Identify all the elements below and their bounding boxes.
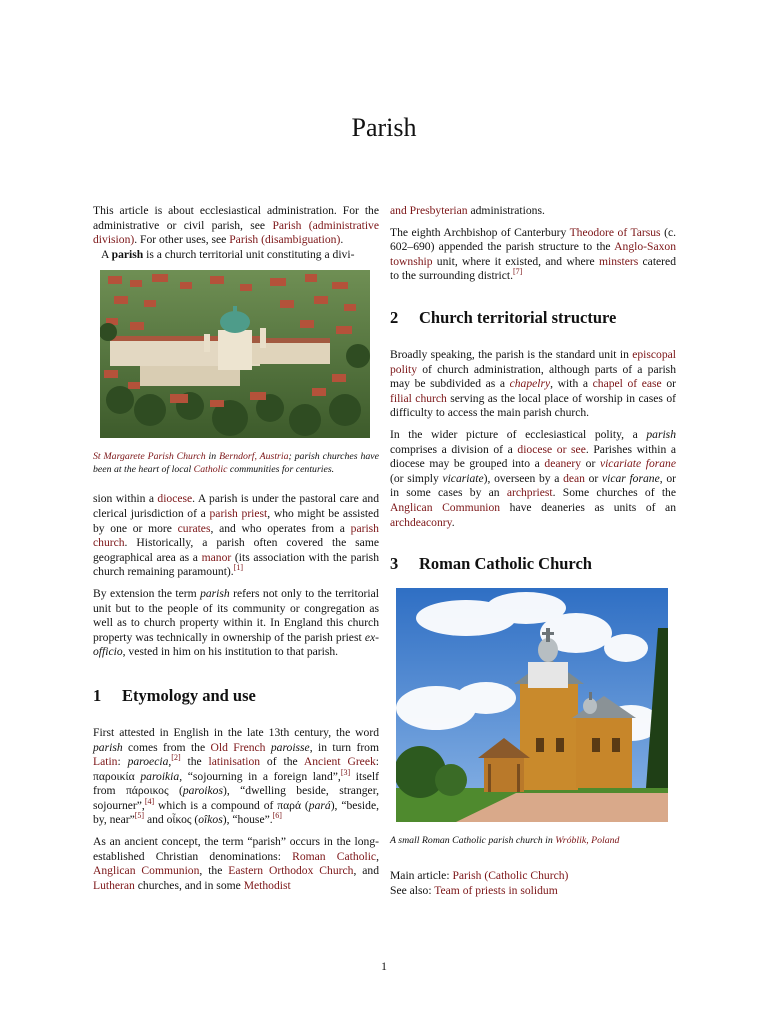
wroblik-church-photo — [396, 588, 668, 822]
link-parish-disambiguation[interactable]: Parish (disambiguation) — [229, 233, 341, 247]
link-diocese[interactable]: diocese — [157, 492, 193, 506]
link-methodist[interactable]: Methodist — [243, 878, 291, 892]
link-roman-catholic[interactable]: Roman Catholic — [292, 849, 377, 863]
link-theodore-of-tarsus[interactable]: Theodore of Tarsus — [569, 225, 661, 239]
para-ancient-concept: As an ancient concept, the term “parish” occurs in the long-established Christian denominations: Roman Catholic, Anglican Communion, the Eastern Orthodox Church, and Lutheran churches, and in some Methodist — [93, 835, 380, 892]
page-number: 1 — [381, 960, 387, 973]
link-dean[interactable]: dean — [563, 471, 585, 485]
link-team-of-priests-in-solidum[interactable]: Team of priests in solidum — [434, 883, 558, 897]
main-article-line: Main article: Parish (Catholic Church) — [390, 869, 569, 883]
para-ancient-concept-continued: and Presbyterian administrations. — [390, 204, 545, 217]
link-archpriest[interactable]: archpriest — [506, 486, 553, 500]
ref-1[interactable]: [1] — [233, 563, 244, 573]
ref-6[interactable]: [6] — [272, 811, 282, 821]
link-old-french[interactable]: Old French — [210, 740, 266, 754]
link-berndorf-austria[interactable]: Berndorf, Austria — [219, 451, 289, 463]
link-wroblik-poland[interactable]: Wróblik, Poland — [555, 835, 620, 847]
link-parish-catholic-church[interactable]: Parish (Catholic Church) — [452, 869, 569, 883]
link-vicariate-forane[interactable]: vicariate forane — [599, 457, 677, 471]
para-theodore: The eighth Archbishop of Canterbury Theodore of Tarsus (c. 602–690) appended the parish structure to the Anglo-Saxon township unit, where it existed, and where minsters catered to the surrounding district.[7] — [390, 225, 676, 283]
link-lutheran[interactable]: Lutheran — [93, 878, 135, 892]
ref-5[interactable]: [5] — [134, 811, 145, 821]
link-parish-administrative-division[interactable]: Parish (administrative division) — [93, 218, 379, 247]
link-latinisation[interactable]: latinisation — [208, 755, 261, 769]
para-wider-picture: In the wider picture of ecclesiastical polity, a parish comprises a division of a diocese or see. Parishes within a diocese may be grouped into a deanery or vicariate forane (or simply vicariate), overseen by a dean or vicar forane, or in some cases by an archpriest. Some churches of the Anglican Communion have deaneries as units of an archdeaconry. — [390, 427, 677, 529]
right-column — [390, 204, 676, 898]
ref-3[interactable]: [3] — [340, 767, 351, 777]
link-curates[interactable]: curates — [177, 521, 211, 535]
link-ancient-greek[interactable]: Ancient Greek — [303, 755, 376, 769]
link-filial-church[interactable]: filial church — [390, 391, 447, 405]
left-column — [93, 204, 379, 900]
link-catholic[interactable]: Catholic — [193, 464, 228, 476]
link-deanery[interactable]: deanery — [544, 457, 582, 471]
link-latin[interactable]: Latin — [93, 755, 118, 769]
section-heading-territorial-structure: 2 Church territorial structure — [390, 307, 617, 327]
link-presbyterian-label[interactable]: Presbyterian — [409, 204, 468, 217]
figure2-caption: A small Roman Catholic parish church in Wróblik, Poland — [390, 835, 620, 847]
link-chapel-of-ease[interactable]: chapel of ease — [592, 377, 662, 391]
link-chapelry[interactable]: chapelry — [509, 377, 551, 391]
link-diocese-or-see[interactable]: diocese or see — [517, 442, 586, 456]
para-extension: By extension the term parish refers not only to the territorial unit but to the people of its community or congregation as well as to church property within it. In England this church property was technically in ownership of the parish priest ex-officio, vested in him on his institution to that parish. — [93, 586, 379, 659]
link-parish-priest[interactable]: parish priest — [209, 506, 268, 520]
page-title: Parish — [351, 113, 417, 142]
para-etymology: First attested in English in the late 13th century, the word parish comes from the Old French paroisse, in turn from Latin: paroecia,[2] the latinisation of the Ancient Greek: παροικία paroikia, “sojourning in a foreign land”,[3] itself from πάροικος (paroikos), “dwelling beside, stranger, sojourner”,[4] which is a compound of παρά (pará), “beside, by, near”[5] and οἶκος (oîkos), “house”.[6] — [93, 725, 380, 827]
link-minsters[interactable]: minsters — [598, 254, 639, 268]
berndorf-aerial-photo — [100, 270, 370, 438]
link-parish-church[interactable]: parish church — [93, 521, 379, 550]
ref-4[interactable]: [4] — [144, 797, 155, 807]
intro-start: A parish is a church territorial unit constituting a divi- — [101, 247, 355, 261]
link-anglican-communion[interactable]: Anglican Communion — [93, 864, 200, 878]
ref-2[interactable]: [2] — [171, 753, 181, 763]
see-also-line: See also: Team of priests in solidum — [390, 883, 558, 897]
link-manor[interactable]: manor — [201, 550, 232, 564]
link-eastern-orthodox-church[interactable]: Eastern Orthodox Church — [228, 864, 354, 878]
para-broadly-speaking: Broadly speaking, the parish is the standard unit in episcopal polity of church administration, although parts of a parish may be subdivided as a chapelry, with a chapel of ease or filial church serving as the local place of worship in cases of difficulty to access the main parish church. — [390, 347, 676, 420]
link-presbyterian[interactable]: and — [390, 204, 410, 217]
section-heading-etymology: 1 Etymology and use — [93, 685, 256, 705]
link-anglo-saxon-township[interactable]: Anglo-Saxon township — [390, 240, 676, 268]
section-heading-roman-catholic: 3 Roman Catholic Church — [390, 554, 592, 574]
hatnote: This article is about ecclesiastical administration. For the administrative or civil parish, see Parish (administrative division). For other uses, see Parish (disambiguation). — [93, 204, 379, 247]
ref-7[interactable]: [7] — [513, 267, 523, 277]
link-st-margarete-parish-church[interactable]: St Margarete Parish Church — [93, 451, 206, 463]
intro-continued: sion within a diocese. A parish is under the pastoral care and clerical jurisdiction of a parish priest, who might be assisted by one or more curates, and who operates from a parish church. Historically, a parish often covered the same geographical area as a manor (its association with the parish church remaining paramount).[1] — [93, 492, 379, 579]
link-archdeaconry[interactable]: archdeaconry — [390, 515, 452, 529]
link-anglican-communion-2[interactable]: Anglican Communion — [390, 500, 501, 514]
link-episcopal-polity[interactable]: episcopal polity — [390, 347, 676, 376]
figure1-caption: St Margarete Parish Church in Berndorf, Austria; parish churches have been at the heart of local Catholic communities for centuries. — [93, 451, 379, 476]
